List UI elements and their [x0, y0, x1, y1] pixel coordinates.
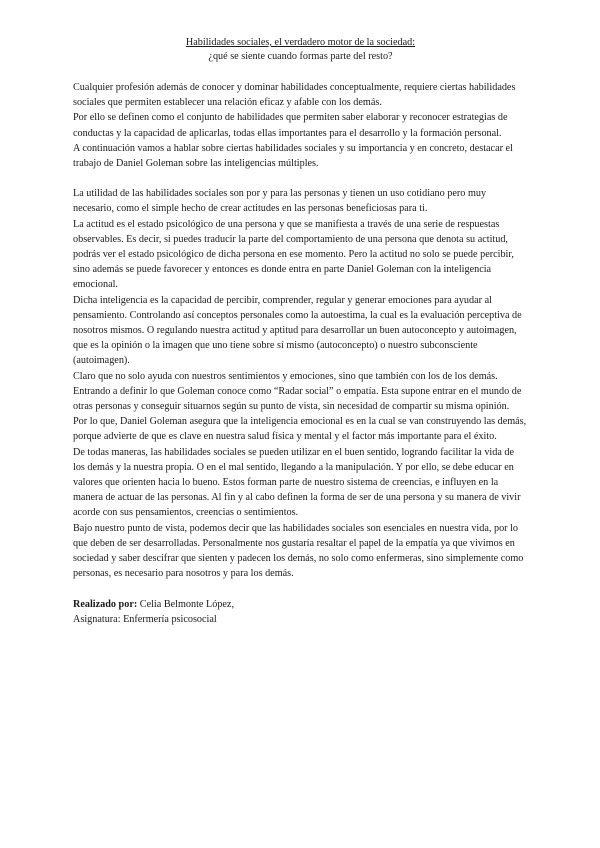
- body-paragraph: Dicha inteligencia es la capacidad de percibir, comprender, regular y generar emociones para ayudar al pensamiento. Controlando así conceptos personales como la autoestima, la cual es la evaluación perceptiva de nosotros mismos. O regulando nuestra actitud y aptitud para desarrollar un buen autoconcepto y autoimagen, que es la opinión o la imagen que uno tiene sobre sí mismo (autoconcepto) o nuestro subconsciente (autoimagen).: [73, 294, 522, 367]
- section-spacer: [73, 171, 528, 186]
- body-section: [73, 186, 528, 581]
- body-paragraph: La actitud es el estado psicológico de una persona y que se manifiesta a través de una serie de respuestas observables. Es decir, si puedes traducir la parte del comportamiento de una persona que denota su actitud, podrás ver el estado psicológico de dicha persona en ese momento. Pero la actitud no solo se puede percibir, sino además se puede favorecer y entonces es donde entra en parte Daniel Goleman con la inteligencia emocional.: [73, 218, 514, 291]
- signature-line: [73, 597, 528, 612]
- signature-course: Asignatura: Enfermería psicosocial: [73, 613, 217, 625]
- intro-section: [73, 80, 528, 171]
- body-paragraph: La utilidad de las habilidades sociales son por y para las personas y tienen un uso cotidiano pero muy necesario, como el simple hecho de crear actitudes en las personas beneficiosas para ti.: [73, 188, 487, 215]
- signature-label: Realizado por:: [73, 598, 138, 610]
- intro-paragraph: Cualquier profesión además de conocer y dominar habilidades conceptualmente, requiere ciertas habilidades sociales que permiten establecer una relación eficaz y afable con los demás.: [73, 82, 516, 109]
- body-paragraph: Claro que no solo ayuda con nuestros sentimientos y emociones, sino que también con los de los demás. Entrando a definir lo que Goleman conoce como “Radar social” o empatía. Esta supone entrar en el mundo de otras personas y conseguir situarnos según su punto de vista, sin necesidad de compartir su misma opinión.: [73, 370, 522, 413]
- title-block: [73, 36, 528, 64]
- body-paragraph: Por lo que, Daniel Goleman asegura que la inteligencia emocional es en la cual se van construyendo las demás, porque advierte de que es clave en nuestra salud física y mental y el factor más importante para el éxito.: [73, 416, 527, 443]
- intro-paragraph: Por ello se definen como el conjunto de habilidades que permiten saber elaborar y reconocer estrategias de conductas y la capacidad de aplicarlas, todas ellas importantes para el desarrollo y la formación personal.: [73, 112, 508, 139]
- body-paragraph: De todas maneras, las habilidades sociales se pueden utilizar en el buen sentido, logrando facilitar la vida de los demás y la nuestra propia. O en el mal sentido, llegando a la manipulación. Y por ello, se debe educar en valores que orienten hacia lo bueno. Estos forman parte de nuestro sistema de creencias, e influyen en la manera de actuar de las personas. Al fin y al cabo definen la forma de ser de una persona y su manera de vivir acorde con sus pensamientos, creencias o sentimientos.: [73, 446, 521, 519]
- document-subtitle: ¿qué se siente cuando formas parte del resto?: [208, 51, 393, 62]
- document-page: [73, 36, 528, 627]
- signature-block: [73, 597, 528, 628]
- intro-paragraph: A continuación vamos a hablar sobre ciertas habilidades sociales y su importancia y en concreto, destacar el trabajo de Daniel Goleman sobre las inteligencias múltiples.: [73, 142, 513, 170]
- document-title: Habilidades sociales, el verdadero motor de la sociedad:: [185, 37, 416, 48]
- body-paragraph: Bajo nuestro punto de vista, podemos decir que las habilidades sociales son esenciales en nuestra vida, por lo que deben de ser desarrolladas. Personalmente nos gustaría resaltar el papel de la empatía ya que vivimos en sociedad y saber descifrar que sienten y padecen los demás, no solo como enfermeras, sino simplemente como personas, es necesario para nosotros y para los demás.: [73, 522, 524, 580]
- signature-author: Celia Belmonte López,: [137, 598, 234, 610]
